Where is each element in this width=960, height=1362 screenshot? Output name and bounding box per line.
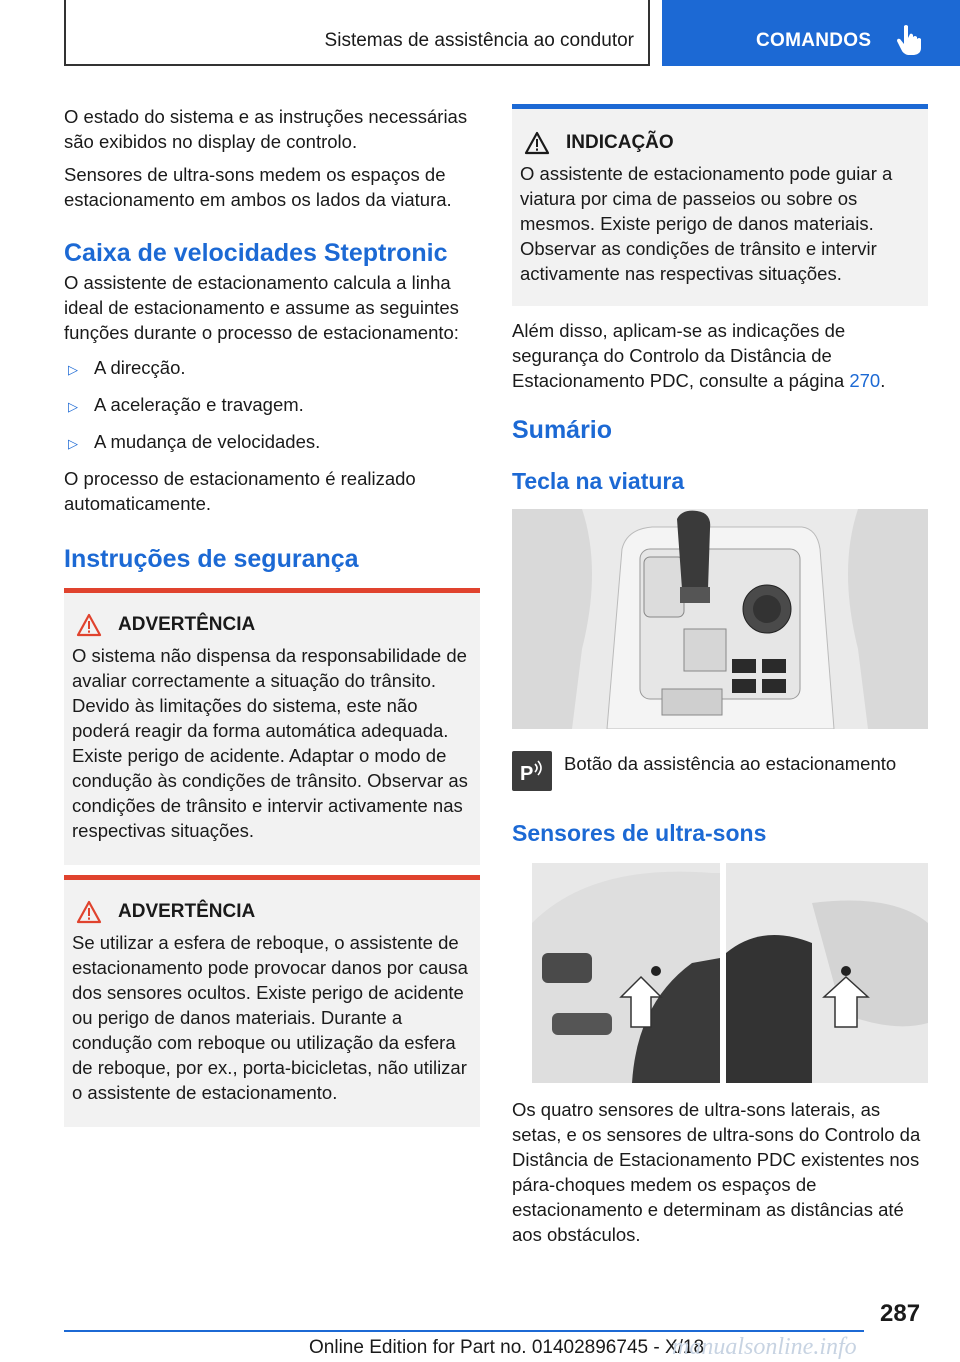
warning-triangle-icon <box>76 613 102 637</box>
heading-safety: Instruções de segurança <box>64 545 359 573</box>
sensors-illustration <box>512 863 928 1083</box>
warning-text: Se utilizar a esfera de reboque, o assistente de estacionamento pode provocar danos por causa dos sensores ocultos. Existe perigo de acidente ou perigo de danos materiais. Durante a condução com reboque ou utilização da esfera de reboque, por ex., porta-bicicletas, não utilizar o assistente de estacionamento. <box>72 932 468 1103</box>
parking-p-icon <box>517 756 547 786</box>
heading-ultrasonic-sensors: Sensores de ultra-sons <box>512 820 767 846</box>
page-number: 287 <box>880 1300 921 1327</box>
warning-triangle-icon <box>76 900 102 924</box>
center-console-photo <box>512 509 928 729</box>
park-assist-button-row <box>512 751 928 791</box>
park-assist-button-caption: Botão da assistência ao estacionamento <box>564 753 897 774</box>
pointing-hand-icon <box>894 24 924 56</box>
header-section-box <box>64 0 650 66</box>
paragraph-sensors-intro: Sensores de ultra-sons medem os espaços de estacionamento em ambos os lados da viatura. <box>64 164 452 210</box>
warning-header <box>72 900 472 924</box>
list-item: ▷ A direcção. <box>64 355 480 382</box>
paragraph-sensors-description: Os quatro sensores de ultra-sons laterais, as setas, e os sensores de ultra-sons do Controlo da Distância de Estacionamento PDC existentes nos pára-choques medem os espaços de estacionamento e determinam as distâncias até aos obstáculos. <box>512 1099 921 1245</box>
watermark: manualsonline.info <box>672 1334 857 1360</box>
warning-box-1 <box>64 588 480 865</box>
ultrasonic-sensors-photo <box>512 863 928 1083</box>
header-section-title: Sistemas de assistência ao condutor <box>324 30 634 51</box>
list-item: ▷ A mudança de velocidades. <box>64 429 480 456</box>
triangle-bullet-icon: ▷ <box>68 399 78 414</box>
warning-title: ADVERTÊNCIA <box>118 614 256 635</box>
heading-steptronic: Caixa de velocidades Steptronic <box>64 239 448 267</box>
triangle-bullet-icon: ▷ <box>68 362 78 377</box>
notice-triangle-icon <box>524 131 550 155</box>
paragraph-steptronic: O assistente de estacionamento calcula a linha ideal de estacionamento e assume as seguintes funções durante o processo de estacionamento: <box>64 272 459 343</box>
paragraph-automatic: O processo de estacionamento é realizado automaticamente. <box>64 468 416 514</box>
warning-text: O sistema não dispensa da responsabilidade de avaliar correctamente a situação do trânsito. Devido às limitações do sistema, este não poderá reagir da forma automática adequada. Existe perigo de acidente. Adaptar o modo de condução às condições de trânsito. Observar as condições de trânsito e intervir activamente nas respectivas situações. <box>72 645 468 841</box>
center-console-illustration <box>512 509 928 729</box>
header-chapter-tab[interactable] <box>662 0 960 66</box>
notice-text: O assistente de estacionamento pode guiar a viatura por cima de passeios ou sobre os mesmos. Existe perigo de danos materiais. Observar as condições de trânsito e intervir activamente nas respectivas situações. <box>520 163 893 284</box>
functions-list <box>64 355 480 456</box>
warning-header <box>72 613 472 637</box>
paragraph-pdc-reference: Além disso, aplicam-se as indicações de segurança do Controlo da Distância de Estacionamento PDC, consulte a página 270. <box>512 320 886 391</box>
page-link-270[interactable]: 270 <box>849 370 881 391</box>
notice-box <box>512 104 928 306</box>
left-column <box>64 104 480 1127</box>
park-assist-button-icon[interactable] <box>512 751 552 791</box>
list-item: ▷ A aceleração e travagem. <box>64 392 480 419</box>
notice-header <box>520 131 920 155</box>
heading-key-in-vehicle: Tecla na viatura <box>512 468 685 494</box>
paragraph-status: O estado do sistema e as instruções necessárias são exibidos no display de controlo. <box>64 106 468 152</box>
header-chapter-label: COMANDOS <box>756 30 872 51</box>
footer-edition: Online Edition for Part no. 01402896745 - X/18 <box>309 1337 705 1358</box>
warning-title: ADVERTÊNCIA <box>118 901 256 922</box>
warning-box-2 <box>64 875 480 1127</box>
heading-summary: Sumário <box>512 416 613 444</box>
svg-text:P: P <box>520 763 534 785</box>
footer-divider <box>64 1330 864 1332</box>
right-column <box>512 104 928 1255</box>
notice-title: INDICAÇÃO <box>566 132 674 153</box>
triangle-bullet-icon: ▷ <box>68 436 78 451</box>
